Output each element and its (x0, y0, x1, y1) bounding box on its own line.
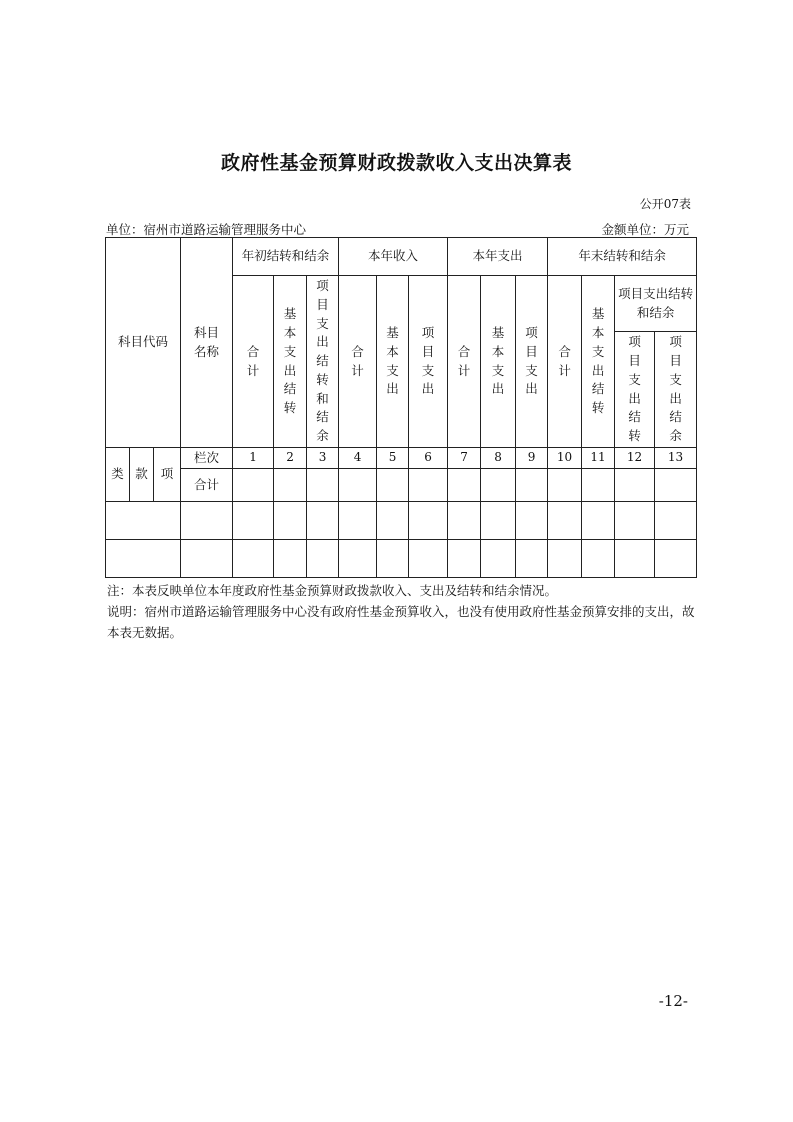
table-cell (481, 540, 516, 578)
total-row-label: 合计 (181, 469, 233, 502)
table-cell (481, 469, 516, 502)
table-cell (481, 502, 516, 540)
header-begin-project: 项目支出结转和结余 (307, 276, 339, 448)
table-cell (377, 469, 409, 502)
table-cell (448, 540, 481, 578)
header-end-basic: 基本支出结转 (582, 276, 615, 448)
table-cell (409, 540, 448, 578)
column-number: 13 (655, 448, 697, 469)
table-cell (339, 469, 377, 502)
table-cell (516, 502, 548, 540)
table-cell (106, 540, 181, 578)
header-begin-balance: 年初结转和结余 (233, 238, 339, 276)
table-cell (548, 540, 582, 578)
table-cell (233, 502, 274, 540)
column-number: 8 (481, 448, 516, 469)
table-row (106, 540, 697, 578)
unit-label: 单位：宿州市道路运输管理服务中心 (106, 222, 307, 237)
budget-table (105, 237, 697, 578)
header-expense-total: 合计 (448, 276, 481, 448)
column-number: 5 (377, 448, 409, 469)
header-item: 项 (154, 448, 181, 502)
header-code: 科目代码 (106, 238, 181, 448)
header-class: 类 (106, 448, 130, 502)
table-cell (307, 540, 339, 578)
table-cell (377, 540, 409, 578)
table-cell (307, 502, 339, 540)
header-expense-basic: 基本支出 (481, 276, 516, 448)
table-cell (655, 540, 697, 578)
header-income: 本年收入 (339, 238, 448, 276)
notes (107, 580, 697, 643)
header-end-balance: 年末结转和结余 (548, 238, 697, 276)
table-row (106, 502, 697, 540)
table-cell (274, 540, 307, 578)
table-cell (233, 469, 274, 502)
table-cell (274, 502, 307, 540)
table-cell (582, 502, 615, 540)
header-end-project: 项目支出结转和结余 (615, 276, 697, 332)
table-cell (615, 469, 655, 502)
table-cell (516, 540, 548, 578)
table-cell (548, 469, 582, 502)
header-section: 款 (130, 448, 154, 502)
header-begin-basic: 基本支出结转 (274, 276, 307, 448)
header-expense: 本年支出 (448, 238, 548, 276)
column-number: 2 (274, 448, 307, 469)
table-cell (615, 540, 655, 578)
table-cell (548, 502, 582, 540)
column-number: 10 (548, 448, 582, 469)
table-cell (655, 469, 697, 502)
table-cell (655, 502, 697, 540)
form-number: 公开07表 (639, 197, 691, 211)
document-title: 政府性基金预算财政拨款收入支出决算表 (220, 152, 572, 174)
table-cell (409, 469, 448, 502)
table-cell (233, 540, 274, 578)
table-cell (516, 469, 548, 502)
table-cell (615, 502, 655, 540)
header-income-basic: 基本支出 (377, 276, 409, 448)
column-number-label: 栏次 (181, 448, 233, 469)
explanation-text: 说明：宿州市道路运输管理服务中心没有政府性基金预算收入，也没有使用政府性基金预算安排的支出，故本表无数据。 (107, 604, 695, 640)
column-number: 4 (339, 448, 377, 469)
column-number: 9 (516, 448, 548, 469)
column-number: 12 (615, 448, 655, 469)
page-number: -12- (658, 992, 688, 1010)
header-end-total: 合计 (548, 276, 582, 448)
header-income-total: 合计 (339, 276, 377, 448)
column-number: 11 (582, 448, 615, 469)
table-cell (448, 502, 481, 540)
table-cell (582, 469, 615, 502)
table-cell (339, 502, 377, 540)
table-cell (409, 502, 448, 540)
header-end-project-surplus: 项目支出结余 (655, 332, 697, 448)
table-cell (181, 540, 233, 578)
header-begin-total: 合计 (233, 276, 274, 448)
amount-unit-label: 金额单位：万元 (601, 222, 689, 237)
header-name: 科目名称 (181, 238, 233, 448)
table-cell (274, 469, 307, 502)
table-cell (106, 502, 181, 540)
column-number: 3 (307, 448, 339, 469)
note-text: 注：本表反映单位本年度政府性基金预算财政拨款收入、支出及结转和结余情况。 (107, 583, 558, 598)
header-end-project-carry: 项目支出结转 (615, 332, 655, 448)
table-cell (582, 540, 615, 578)
header-income-project: 项目支出 (409, 276, 448, 448)
column-number: 7 (448, 448, 481, 469)
table-cell (339, 540, 377, 578)
header-expense-project: 项目支出 (516, 276, 548, 448)
column-number: 6 (409, 448, 448, 469)
column-number: 1 (233, 448, 274, 469)
table-cell (307, 469, 339, 502)
table-cell (377, 502, 409, 540)
table-cell (181, 502, 233, 540)
table-cell (448, 469, 481, 502)
